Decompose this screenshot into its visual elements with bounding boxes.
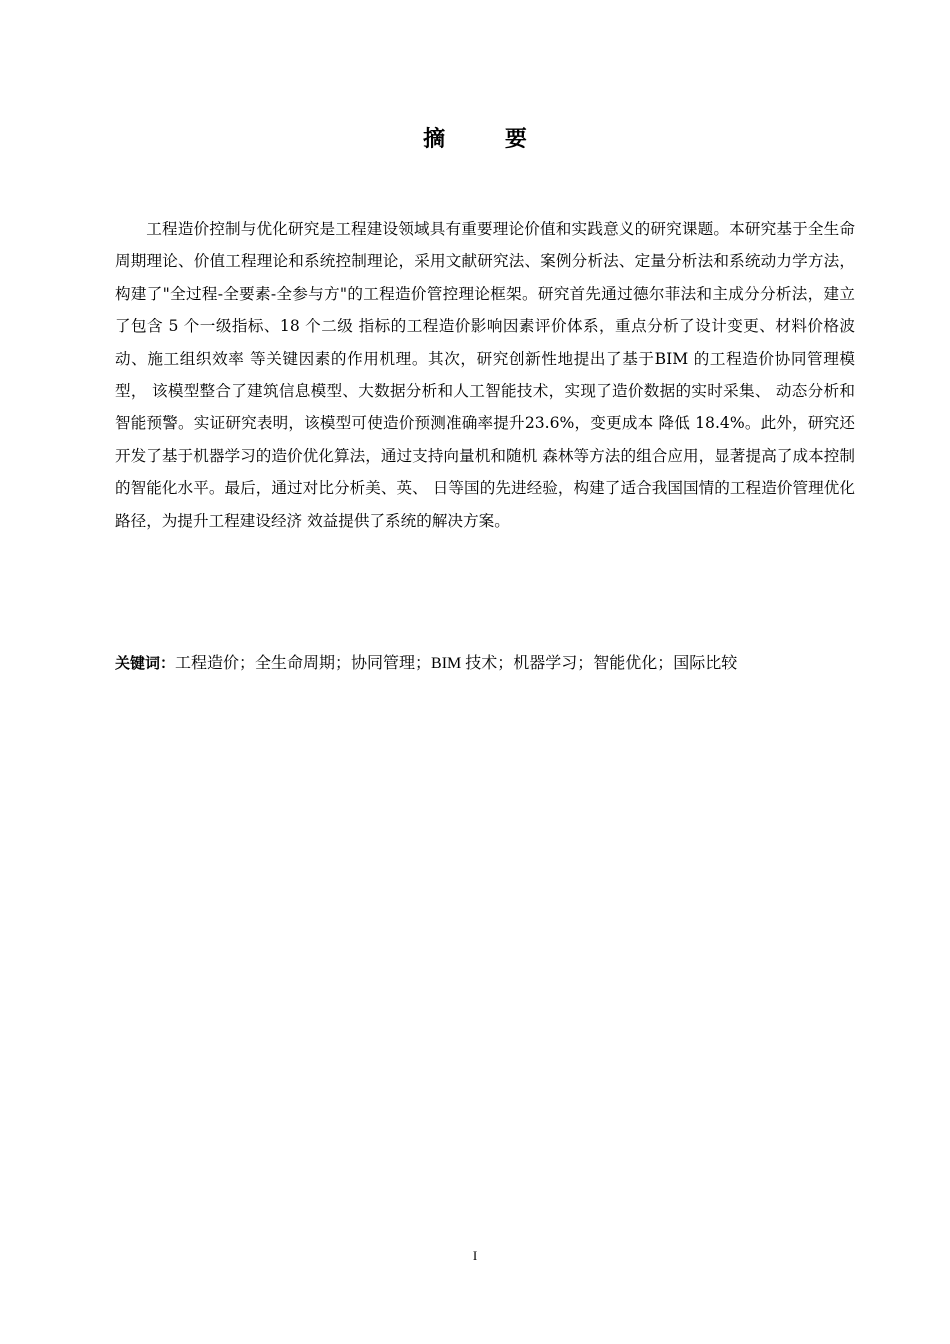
- abstract-body: 工程造价控制与优化研究是工程建设领域具有重要理论价值和实践意义的研究课题。本研究基于全生命周期理论、价值工程理论和系统控制理论，采用文献研究法、案例分析法、定量分析法和系统动力学方法，构建了"全过程-全要素-全参与方"的工程造价管控理论框架。研究首先通过德尔菲法和主成分分析法，建立了包含 5 个一级指标、18 个二级 指标的工程造价影响因素评价体系，重点分析了设计变更、材料价格波动、施工组织效率 等关键因素的作用机理。其次，研究创新性地提出了基于BIM 的工程造价协同管理模型， 该模型整合了建筑信息模型、大数据分析和人工智能技术，实现了造价数据的实时采集、 动态分析和智能预警。实证研究表明，该模型可使造价预测准确率提升23.6%，变更成本 降低 18.4%。此外，研究还开发了基于机器学习的造价优化算法，通过支持向量机和随机 森林等方法的组合应用，显著提高了成本控制的智能化水平。最后，通过对比分析美、英、 日等国的先进经验，构建了适合我国国情的工程造价管理优化路径，为提升工程建设经济 效益提供了系统的解决方案。: [115, 220, 855, 530]
- abstract-title: 摘 要: [423, 127, 553, 152]
- keywords-line: [115, 647, 855, 680]
- page-number: I: [472, 1248, 478, 1263]
- keywords-label: 关键词：: [115, 654, 176, 672]
- keywords-text: 工程造价；全生命周期；协同管理；BIM 技术；机器学习；智能优化；国际比较: [175, 655, 738, 672]
